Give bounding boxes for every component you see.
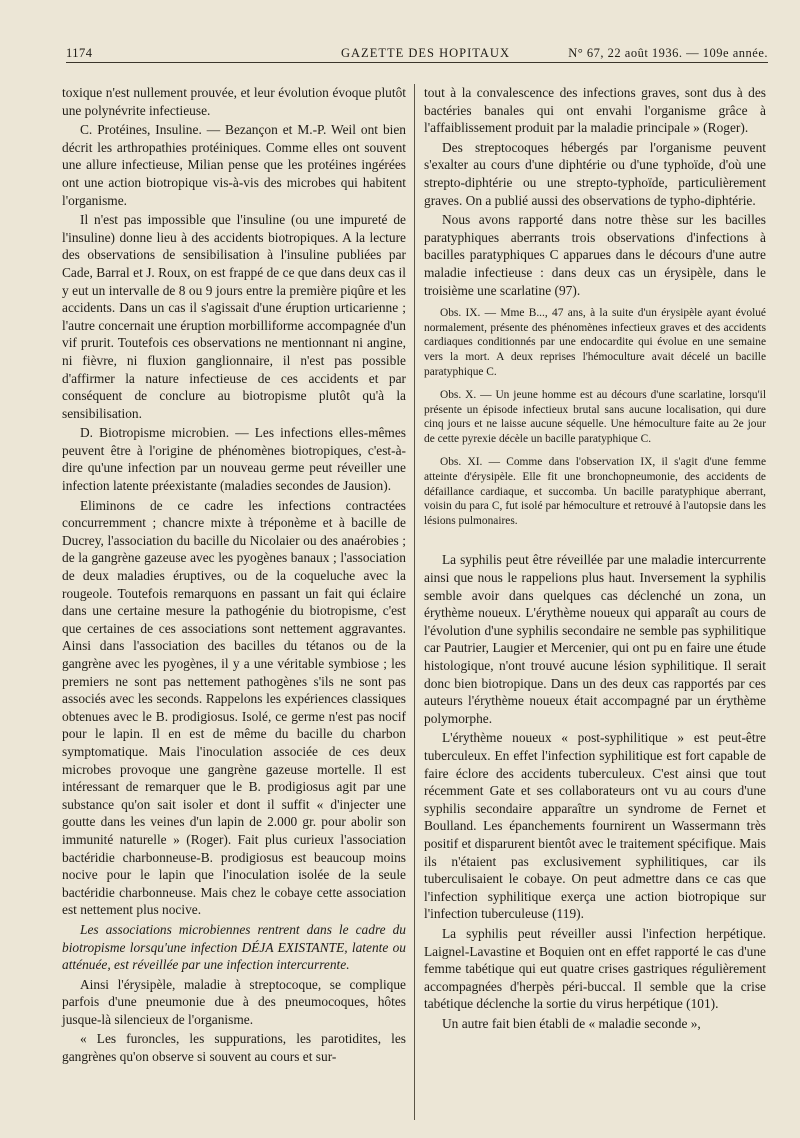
paragraph: L'érythème noueux « post-syphilitique » est peut-être tuberculeux. En effet l'infection syphilitique est fort capable de faire éclore des accidents tuberculeux. C'est ainsi que tout récemment Gate et ses collaborateurs ont vu au cours d'une syphilis secondaire apparaître un syndrome de Fernet et Boulland. Les épanchements fournirent un Wassermann très positif et disparurent bientôt avec le traitement spécifique. Mais ils n'étaient pas exclusivement syphilitiques, car ils tuberculisaient le cobaye. On peut admettre dans ce cas que l'infection syphilitique exerça une action biotropique sur l'infection tuberculeuse (119). bbox=[424, 730, 766, 922]
right-column bbox=[424, 84, 766, 1034]
paragraph-italic-summary: Les associations microbiennes rentrent dans le cadre du biotropisme lorsqu'une infection DÉJA EXISTANTE, latente ou atténuée, est réveillée par une infection intercurrente. bbox=[62, 921, 406, 973]
journal-title: GAZETTE DES HOPITAUX bbox=[341, 46, 510, 60]
paragraph: tout à la convalescence des infections graves, sont dus à des bactéries banales qui ont envahi l'organisme grâce à l'affaiblissement produit par la maladie principale » (Roger). bbox=[424, 85, 766, 136]
paragraph-biotropisme-microbien: D. Biotropisme microbien. — Les infections elles-mêmes peuvent être à l'origine de phénomènes biotropiques, c'est-à-dire qu'une infection par un nouveau germe peut réveiller une infection latente préexistante (maladies secondes de Jausion). bbox=[62, 425, 406, 494]
paragraph: Des streptocoques hébergés par l'organisme peuvent s'exalter au cours d'une diphtérie ou d'une typhoïde, d'où une strepto-diphtérie ou une strepto-typhoïde, particulièrement graves. On a publié aussi des observations de typho-diphtérie. bbox=[424, 139, 766, 208]
paragraph: toxique n'est nullement prouvée, et leur évolution évoque plutôt une polynévrite infectieuse. bbox=[62, 85, 406, 118]
paragraph: « Les furoncles, les suppurations, les parotidites, les gangrènes qu'on observe si souvent au cours et sur- bbox=[62, 1031, 406, 1065]
observation-ix: Obs. IX. — Mme B..., 47 ans, à la suite d'un érysipèle ayant évolué normalement, présente des phénomènes infectieux graves et des accidents cardiaques conditionnés par une endocardite qui évolue en une semaine vers la mort. A deux reprises l'hémoculture avait décelé un bacille paratyphique C. bbox=[424, 307, 766, 378]
paragraph-proteines-insuline: C. Protéines, Insuline. — Bezançon et M.-P. Weil ont bien décrit les arthropathies protéiniques. Comme elles ont souvent une allure infectieuse, Milian pense que les protéines ingérées ont une action biotropique vis-à-vis des microbes qui habitent l'organisme. bbox=[62, 122, 406, 208]
observation-xi: Obs. XI. — Comme dans l'observation IX, il s'agit d'une femme atteinte d'érysipèle. Elle fit une bronchopneumonie, des accidents de défaillance cardiaque, et succomba. Un bacille paratyphique aberrant, voisin du para C, fut isolé par hémoculture et retrouvé à l'autopsie dans les lésions pulmonaires. bbox=[424, 456, 766, 527]
spacer bbox=[424, 537, 766, 551]
paragraph: Ainsi l'érysipèle, maladie à streptocoque, se complique parfois d'une pneumonie due à des pneumocoques, hôtes jusque-là silencieux de l'organisme. bbox=[62, 976, 406, 1027]
paragraph: Il n'est pas impossible que l'insuline (ou une impureté de l'insuline) donne lieu à des accidents biotropiques. A la lecture des observations de sensibilisation à l'insuline publiées par Cade, Barral et J. Roux, on est frappé de ce que dans deux cas il y eut un intervalle de 8 ou 9 jours entre la première piqûre et les accidents. Dans un cas il s'agissait d'une éruption urticarienne ; l'autre concernait une éruption morbilliforme accompagnée d'un vif prurit. Toutefois ces observations ne mentionnant ni angine, ni fièvre, ni fluxion ganglionnaire, il n'est pas possible d'affirmer la nature infectieuse de ces accidents et par conséquent de conclure au biotropisme plutôt qu'à la sensibilisation. bbox=[62, 212, 406, 421]
left-column bbox=[62, 84, 406, 1068]
paragraph: La syphilis peut réveiller aussi l'infection herpétique. Laignel-Lavastine et Boquien ont en effet rapporté le cas d'une femme tabétique qui eut quatre crises gastriques régulièrement accompagnées d'herpès péri-buccal. Il semble que la crise tabétique déclenche la sortie du virus herpétique (101). bbox=[424, 925, 766, 1012]
column-divider bbox=[414, 84, 415, 1120]
observation-x: Obs. X. — Un jeune homme est au décours d'une scarlatine, lorsqu'il présente un épisode infectieux brutal sans aucune localisation, qui dure cinq jours et ne laisse aucune séquelle. Une hémoculture faite au 2e jour de cette pyrexie décèle un bacille paratyphique C. bbox=[424, 389, 766, 445]
paragraph: Eliminons de ce cadre les infections contractées concurremment ; chancre mixte à tréponème et à bacille de Ducrey, l'association du bacille du Nicolaier ou des anaérobies ; de la gangrène gazeuse avec les pyogènes banaux ; l'association de deux maladies éruptives, ou de la coqueluche avec la rougeole. Toutefois remarquons en passant un fait qui éclaire dans une certaine mesure la pathogénie du biotropisme, c'est que certaines de ces associations sont nettement aggravantes. Ainsi dans l'association des bacilles du tétanos ou de la gangrène avec les pyogènes, il y a une véritable symbiose ; les premiers ne sont pas nettement pathogènes s'ils ne sont pas associés avec les seconds. Rappelons les expériences classiques obtenues avec le B. prodigiosus. Isolé, ce germe n'est pas nocif pour le lapin. Il en est de même du bacille du charbon symptomatique. Mais l'inoculation associée de ces deux microbes provoque une gangrène gazeuse mortelle. Il est intéressant de remarquer que le B. prodigiosus agit par une substance qu'on sait isoler et dont il suffit « d'injecter une goutte dans les veines d'un lapin de 2.000 gr. pour abolir son immunité naturelle » (Roger). Fait plus curieux l'association bactéridie charbonneuse-B. prodigiosus est beaucoup moins nocive pour le lapin que l'inoculation isolée de la seule bactéridie charbonneuse. Mais chez le cobaye cette association est nettement plus nocive. bbox=[62, 497, 406, 918]
paragraph: Nous avons rapporté dans notre thèse sur les bacilles paratyphiques aberrants trois observations d'infections à bacilles paratyphiques C apparues dans le décours d'une autre maladie infectieuse : dans deux cas un érysipèle, dans le troisième une scarlatine (97). bbox=[424, 212, 766, 298]
paragraph: Un autre fait bien établi de « maladie seconde », bbox=[442, 1015, 701, 1031]
paragraph-syphilis: La syphilis peut être réveillée par une maladie intercurrente ainsi que nous le rappelions plus haut. Inversement la syphilis semble avoir dans quelques cas déclenché un zona, un érythème noueux. L'érythème noueux qui apparaît au cours de l'évolution d'une syphilis secondaire ne semble pas syphilitique car Pautrier, Laugier et Mercenier, qui ont pu en faire une étude histologique, n'ont trouvé aucune lésion syphilitique. Il serait donc bien biotropique. Dans un des deux cas rapportés par ces auteurs l'érythème noueux était accompagné par un érythème polymorphe. bbox=[424, 552, 766, 726]
issue-date: N° 67, 22 août 1936. — 109e année. bbox=[568, 46, 768, 60]
page-number: 1174 bbox=[66, 46, 93, 60]
running-header bbox=[66, 42, 768, 63]
